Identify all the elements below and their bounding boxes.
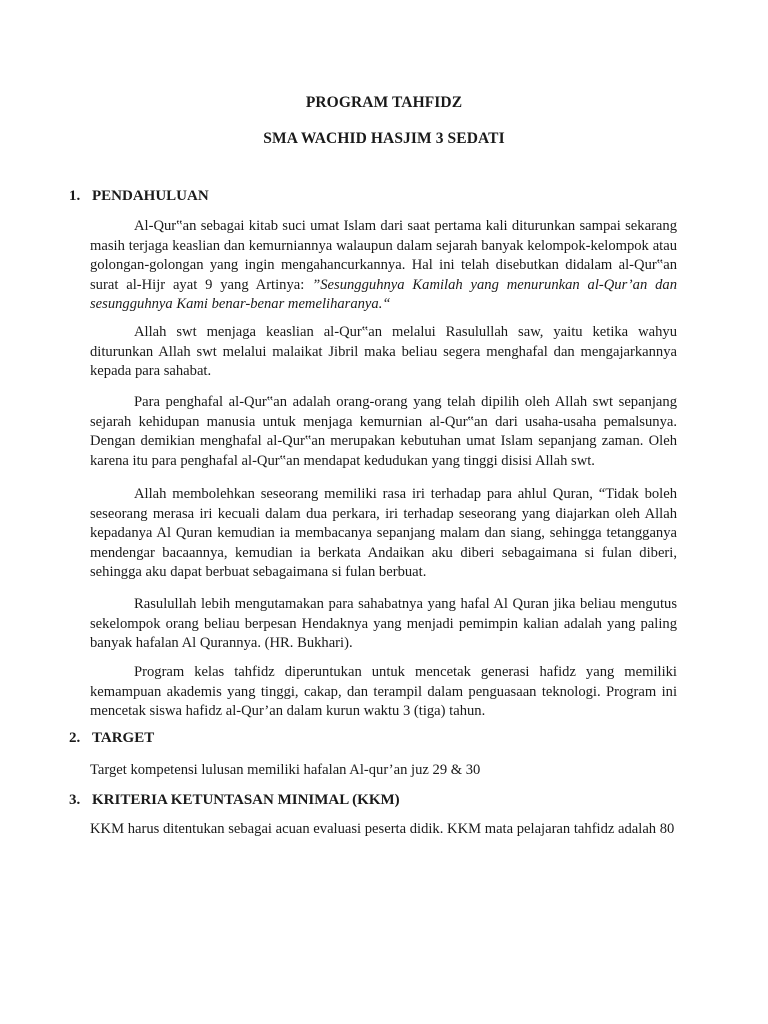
section-number: 1. (69, 188, 81, 204)
paragraph-penghafal: Para penghafal al-Qur‟an adalah orang-orang yang telah dipilih oleh Allah swt sepanjang sejarah kehidupan manusia untuk menjaga kemurnian al-Qur‟an dari usaha-usaha pemalsunya. Dengan demikian menghafal al-Qur‟an merupakan kebutuhan umat Islam sepanjang zaman. Oleh karena itu para penghafal al-Qur‟an mendapat kedudukan yang tinggi disisi Allah swt. (90, 394, 677, 469)
paragraph-iri: Allah membolehkan seseorang memiliki rasa iri terhadap para ahlul Quran, “Tidak boleh seseorang merasa iri kecuali dalam dua perkara, iri terhadap seseorang yang diajarkan oleh Allah kepadanya Al Quran kemudian ia membacanya sepanjang malam dan siang, sehingga tetangganya mendengar bacaannya, kemudian ia berkata Andaikan aku diberi sebagaimana si fulan diberi, sehingga aku dapat berbuat sebagaimana si fulan berbuat. (90, 486, 677, 581)
paragraph-text: Al-Qur‟an sebagai kitab suci umat Islam dari saat pertama kali diturunkan sampai sekarang masih terjaga keaslian dan kemurniannya walaupun dalam sejarah banyak kelompok-kelompok atau golongan-golongan yang ingin mengahancurkannya. Hal ini telah disebutkan didalam al-Qur‟an surat al-Hijr ayat 9 yang Artinya: (90, 218, 677, 293)
section-heading-pendahuluan (69, 188, 209, 205)
paragraph-allah-menjaga: Allah swt menjaga keaslian al-Qur‟an melalui Rasulullah saw, yaitu ketika wahyu diturunkan Allah swt melalui malaikat Jibril maka beliau segera menghafal dan mengajarkannya kepada para sahabat. (90, 324, 677, 380)
paragraph-target: Target kompetensi lulusan memiliki hafalan Al-qur’an juz 29 & 30 (90, 762, 481, 778)
paragraph-intro (90, 217, 677, 315)
section-title: TARGET (92, 730, 155, 746)
section-title: KRITERIA KETUNTASAN MINIMAL (KKM) (92, 792, 400, 808)
paragraph-rasulullah: Rasulullah lebih mengutamakan para sahabatnya yang hafal Al Quran jika beliau mengutus sekelompok orang beliau berpesan Hendaknya yang menjadi pemimpin kalian adalah yang paling banyak hafalan Al Qurannya. (HR. Bukhari). (90, 596, 677, 652)
paragraph-program-kelas: Program kelas tahfidz diperuntukan untuk mencetak generasi hafidz yang memiliki kemampuan akademis yang tinggi, cakap, dan terampil dalam penguasaan teknologi. Program ini mencetak siswa hafidz al-Qur’an dalam kurun waktu 3 (tiga) tahun. (90, 664, 677, 720)
section-title: PENDAHULUAN (92, 188, 209, 204)
quranic-quote: ”Sesungguhnya Kamilah yang menurunkan al-Qur’an dan sesungguhnya Kami benar-benar memeliharanya.“ (90, 276, 677, 313)
document-title: PROGRAM TAHFIDZ (305, 94, 463, 111)
section-heading-target (69, 730, 154, 747)
document-subtitle: SMA WACHID HASJIM 3 SEDATI (263, 130, 505, 147)
paragraph-kkm: KKM harus ditentukan sebagai acuan evaluasi peserta didik. KKM mata pelajaran tahfidz adalah 80 (90, 821, 675, 837)
section-number: 3. (69, 792, 81, 808)
section-heading-kkm (69, 792, 400, 809)
section-number: 2. (69, 730, 81, 746)
